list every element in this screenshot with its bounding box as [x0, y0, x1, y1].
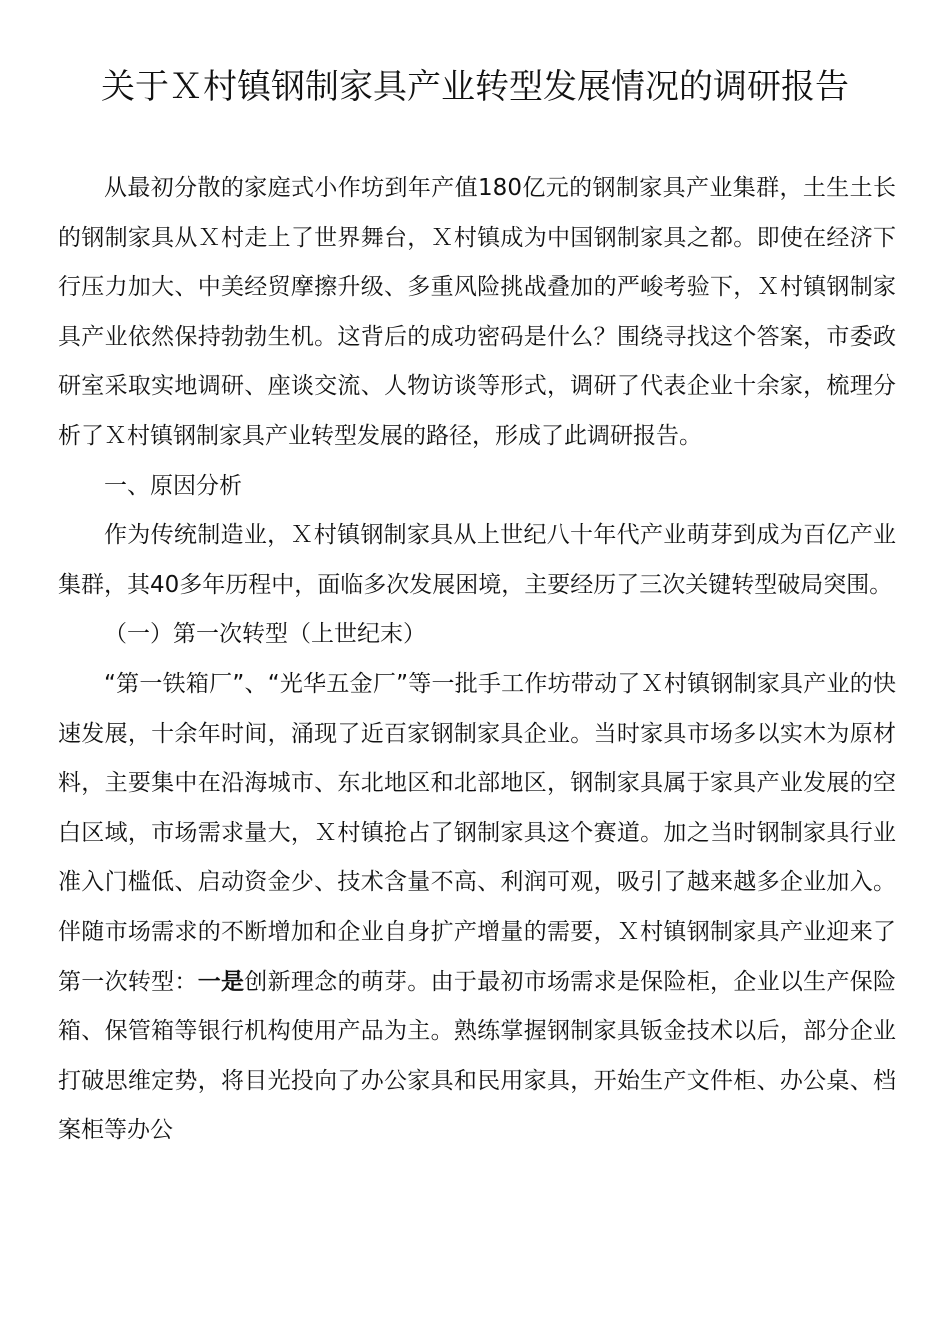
paragraph-intro: 从最初分散的家庭式小作坊到年产值180亿元的钢制家具产业集群，土生土长的钢制家具从Ｘ村走上了世界舞台，Ｘ村镇成为中国钢制家具之都。即使在经济下行压力加大、中美经贸摩擦升级、多重风险挑战叠加的严峻考验下，Ｘ村镇钢制家具产业依然保持勃勃生机。这背后的成功密码是什么？围绕寻找这个答案，市委政研室采取实地调研、座谈交流、人物访谈等形式，调研了代表企业十余家，梳理分析了Ｘ村镇钢制家具产业转型发展的路径，形成了此调研报告。: [58, 175, 896, 449]
section-heading-1: 一、原因分析: [104, 472, 242, 499]
paragraph-first-transformation: [58, 660, 896, 1156]
paragraph-cause-analysis: 作为传统制造业，Ｘ村镇钢制家具从上世纪八十年代产业萌芽到成为百亿产业集群，其40多年历程中，面临多次发展困境，主要经历了三次关键转型破局突围。: [58, 522, 896, 598]
document-body: [58, 164, 896, 1156]
subsection-heading-1: （一）第一次转型（上世纪末）: [104, 621, 426, 648]
paragraph-text-segment: “第一铁箱厂”、“光华五金厂”等一批手工作坊带动了Ｘ村镇钢制家具产业的快速发展，十余年时间，涌现了近百家钢制家具企业。当时家具市场多以实木为原材料，主要集中在沿海城市、东北地区和北部地区，钢制家具属于家具产业发展的空白区域，市场需求量大，Ｘ村镇抢占了钢制家具这个赛道。加之当时钢制家具行业准入门槛低、启动资金少、技术含量不高、利润可观，吸引了越来越多企业加入。伴随市场需求的不断增加和企业自身扩产增量的需要，Ｘ村镇钢制家具产业迎来了第一次转型：: [58, 670, 896, 995]
emphasis-label: 一是: [197, 968, 245, 995]
paragraph-text-segment: 创新理念的萌芽。由于最初市场需求是保险柜，企业以生产保险箱、保管箱等银行机构使用产品为主。熟练掌握钢制家具钣金技术以后，部分企业打破思维定势，将目光投向了办公家具和民用家具，开始生产文件柜、办公桌、档案柜等办公: [58, 968, 897, 1144]
document-title: 关于Ｘ村镇钢制家具产业转型发展情况的调研报告: [101, 67, 849, 107]
